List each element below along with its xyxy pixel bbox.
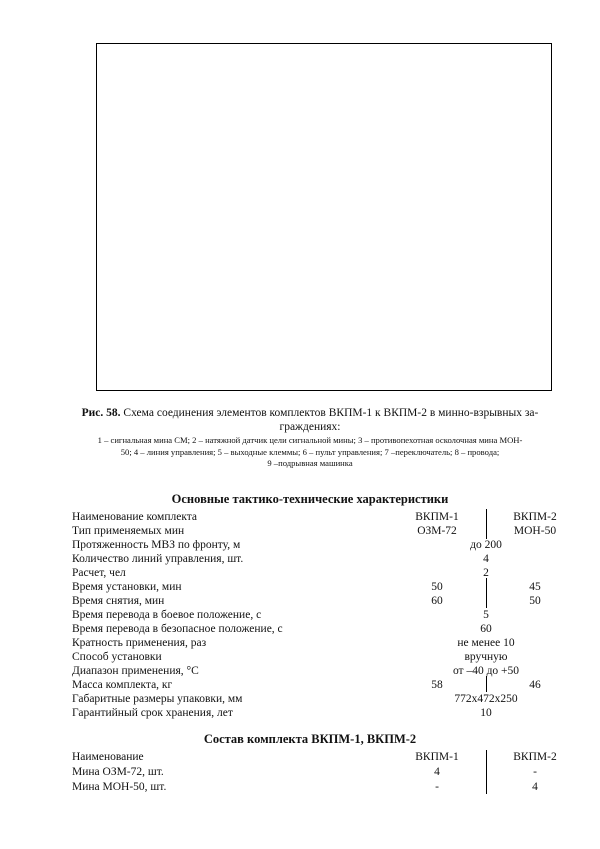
spec-row [72, 636, 562, 650]
figure-legend [70, 435, 550, 470]
spec-value-vkpm2: ВКПМ-2 [513, 511, 557, 523]
spec-label: Время снятия, мин [72, 595, 165, 607]
spec-row [72, 622, 562, 636]
spec-row [72, 692, 562, 706]
spec-label: Диапазон применения, °С [72, 665, 199, 677]
caption-label: Рис. 58. [81, 407, 121, 419]
spec-value: не менее 10 [457, 637, 515, 649]
composition-value-vkpm1: - [435, 781, 439, 793]
spec-value-vkpm1: ОЗМ-72 [417, 525, 457, 537]
spec-label: Кратность применения, раз [72, 637, 207, 649]
figure-frame [96, 43, 552, 391]
spec-label: Способ установки [72, 651, 162, 663]
spec-value: 60 [480, 623, 492, 635]
spec-value-vkpm2: 45 [529, 581, 541, 593]
spec-value: 2 [483, 567, 489, 579]
spec-row [72, 664, 562, 678]
spec-row [72, 594, 562, 608]
spec-label: Тип применяемых мин [72, 525, 185, 537]
spec-row [72, 510, 562, 524]
spec-row [72, 608, 562, 622]
composition-value-vkpm2: ВКПМ-2 [513, 751, 557, 763]
spec-value-vkpm1: 58 [431, 679, 443, 691]
spec-label: Расчет, чел [72, 567, 126, 579]
spec-label: Гарантийный срок хранения, лет [72, 707, 233, 719]
spec-row [72, 580, 562, 594]
composition-row [72, 780, 562, 794]
legend-line: 9 –подрывная машинка [267, 458, 353, 468]
composition-label: Мина МОН-50, шт. [72, 781, 167, 793]
spec-value-vkpm2: МОН-50 [513, 525, 557, 537]
spec-value: вручную [464, 651, 508, 663]
spec-row [72, 706, 562, 720]
spec-value: 772х472х250 [454, 693, 518, 705]
spec-label: Масса комплекта, кг [72, 679, 173, 691]
caption-text-continued: граждениях: [279, 421, 341, 433]
composition-row [72, 765, 562, 779]
spec-row [72, 524, 562, 538]
spec-value: 4 [483, 553, 489, 565]
spec-value-vkpm1: 60 [431, 595, 443, 607]
spec-row [72, 538, 562, 552]
figure-caption [70, 406, 550, 434]
composition-title: Состав комплекта ВКПМ-1, ВКПМ-2 [203, 732, 417, 746]
spec-value: от –40 до +50 [452, 665, 520, 677]
legend-line: 1 – сигнальная мина СМ; 2 – натяжной датчик цели сигнальной мины; 3 – противопехотная осколочная мина МОН- [97, 435, 523, 445]
composition-value-vkpm2: 4 [532, 781, 538, 793]
spec-value: 10 [480, 707, 492, 719]
specs-title: Основные тактико-технические характеристики [171, 492, 449, 506]
spec-label: Время перевода в безопасное положение, с [72, 623, 283, 635]
composition-value-vkpm1: 4 [434, 766, 440, 778]
composition-label: Наименование [72, 751, 144, 763]
spec-row [72, 650, 562, 664]
spec-value-vkpm1: ВКПМ-1 [415, 511, 459, 523]
spec-value-vkpm2: 46 [529, 679, 541, 691]
spec-label: Количество линий управления, шт. [72, 553, 244, 565]
spec-label: Время установки, мин [72, 581, 182, 593]
spec-label: Время перевода в боевое положение, с [72, 609, 262, 621]
composition-label: Мина ОЗМ-72, шт. [72, 766, 164, 778]
spec-row [72, 552, 562, 566]
spec-value-vkpm2: 50 [529, 595, 541, 607]
spec-label: Наименование комплекта [72, 511, 198, 523]
spec-label: Протяженность МВЗ по фронту, м [72, 539, 241, 551]
composition-value-vkpm2: - [533, 766, 537, 778]
spec-label: Габаритные размеры упаковки, мм [72, 693, 243, 705]
caption-text: Схема соединения элементов комплектов ВКПМ-1 к ВКПМ-2 в минно-взрывных за- [120, 407, 539, 419]
spec-value-vkpm1: 50 [431, 581, 443, 593]
legend-line: 50; 4 – линия управления; 5 – выходные клеммы; 6 – пульт управления; 7 –переключатель; 8 – провода; [120, 446, 500, 457]
composition-value-vkpm1: ВКПМ-1 [415, 751, 459, 763]
spec-value: до 200 [470, 539, 502, 551]
spec-value: 5 [483, 609, 489, 621]
spec-row [72, 678, 562, 692]
spec-row [72, 566, 562, 580]
composition-row [72, 750, 562, 764]
